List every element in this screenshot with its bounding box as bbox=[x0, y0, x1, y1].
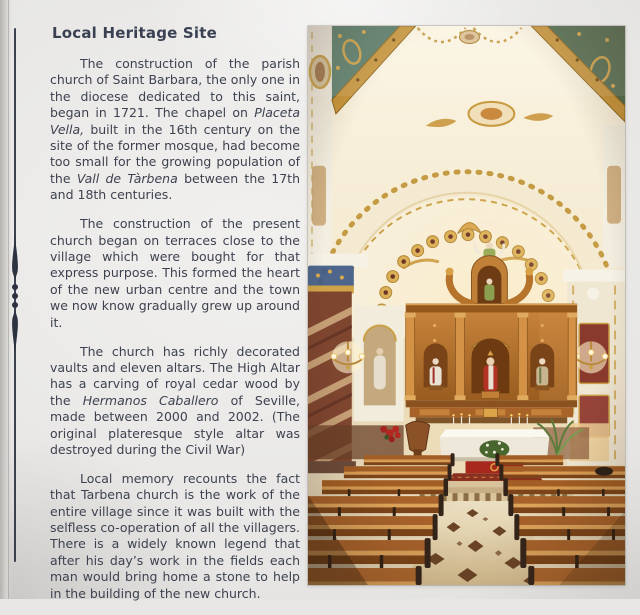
church-photo bbox=[308, 26, 625, 585]
paragraph-3: The church has richly decorated vaults and eleven altars. The High Altar has a carving of royal cedar wood by the Hermanos Caballero of Seville, made between 2000 and 2002. (The original plateresque style altar was destroyed during the Civil War) bbox=[50, 343, 300, 457]
decorative-spindle-ornament-icon bbox=[4, 236, 26, 354]
paragraph-2: The construction of the present church began on terraces close to the village which were bought for that express purpose. This formed the heart of the new urban centre and the town we now know gradually grew up around it. bbox=[50, 216, 300, 330]
page-title: Local Heritage Site bbox=[52, 24, 218, 42]
photo-vignette bbox=[308, 26, 625, 585]
paragraph-1: The construction of the parish church of Saint Barbara, the only one in the diocese dedicated to this saint, began in 1721. The chapel on Placeta Vella, built in the 16th century on the site of the former mosque, had become too small for the growing population of the Vall de Tàrbena between the 17th and 18th centuries. bbox=[50, 56, 300, 203]
church-interior-illustration bbox=[308, 26, 625, 585]
paragraph-4: Local memory recounts the fact that Tarbena church is the work of the entire village since it was built with the selfless co-operation of all the villagers. There is a widely known legend that after his day’s work in the fields each man would bring home a stone to help in the building of the new church. bbox=[50, 470, 300, 601]
article-body bbox=[50, 56, 300, 615]
